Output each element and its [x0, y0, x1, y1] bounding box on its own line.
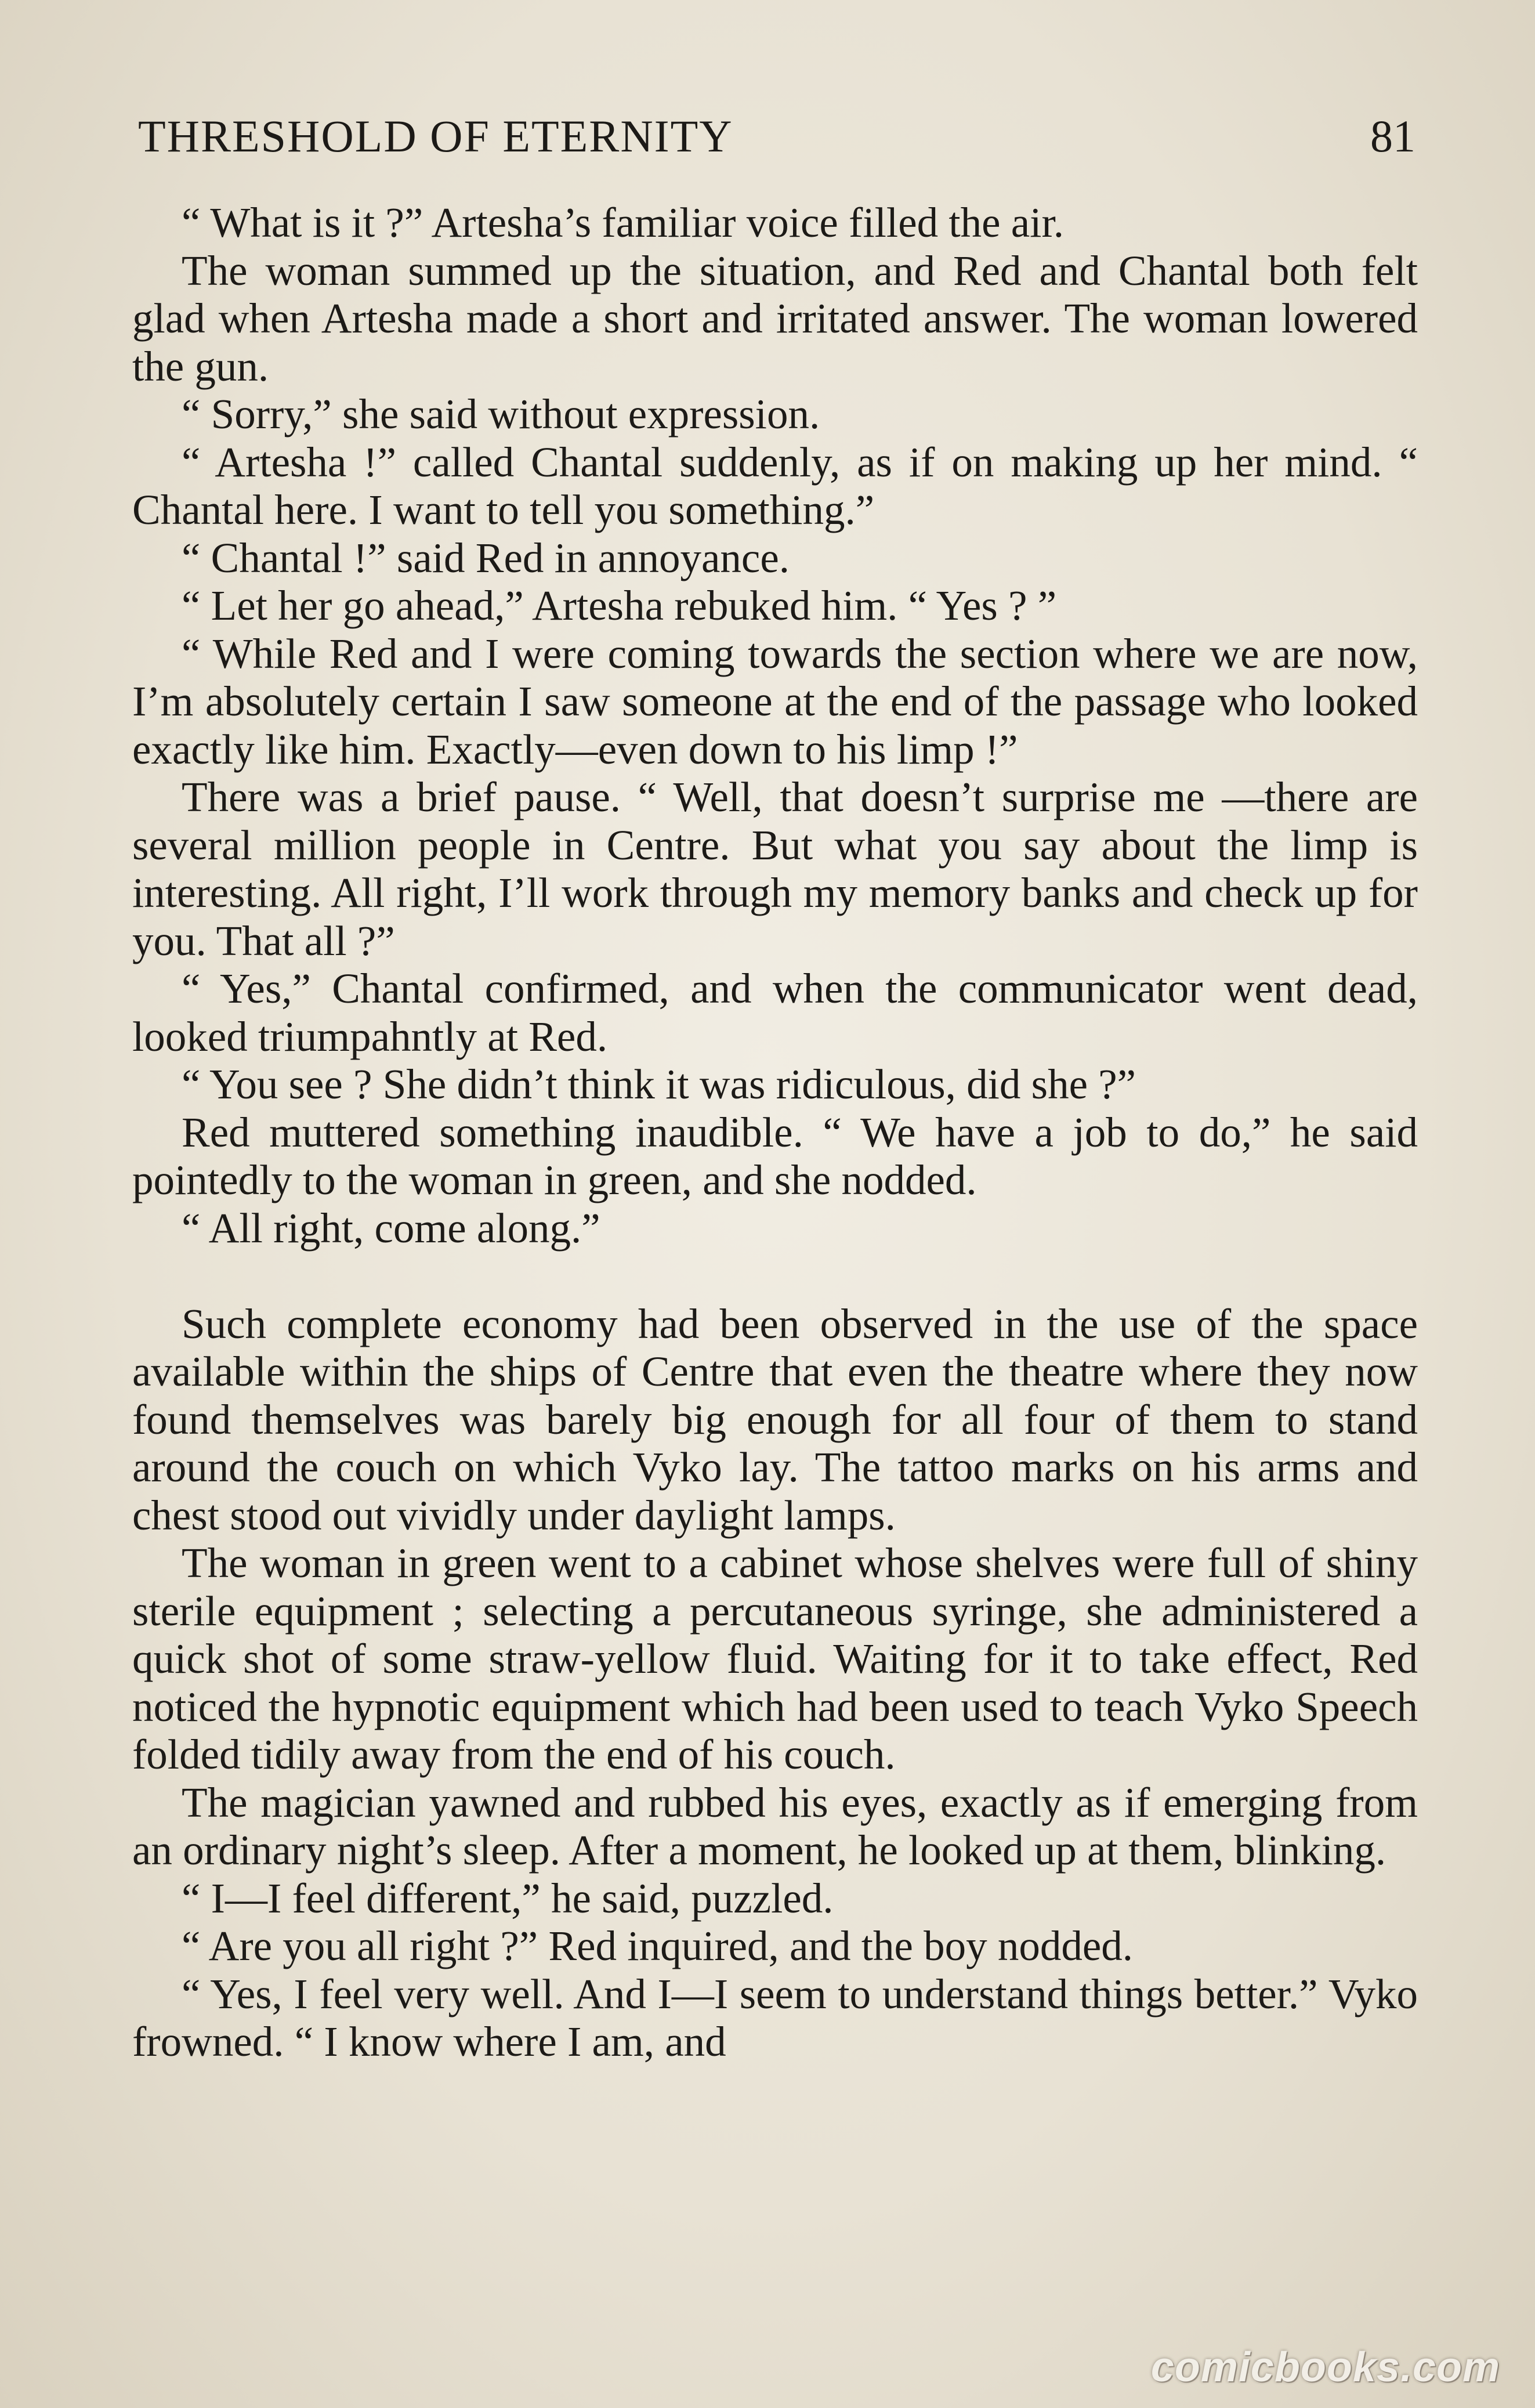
running-title: THRESHOLD OF ETERNITY: [138, 111, 733, 161]
paragraph: “ Sorry,” she said without expression.: [182, 391, 820, 438]
paragraph: “ Let her go ahead,” Artesha rebuked him. “ Yes ? ”: [182, 582, 1057, 629]
paragraph: “ While Red and I were coming towards the section where we are now, I’m absolutely certain I saw someone at the end of the passage who looked exactly like him. Exactly—even down to his limp !”: [132, 630, 1418, 773]
paragraph: “ Yes, I feel very well. And I—I seem to understand things better.” Vyko frowned. “ I know where I am, and: [132, 1970, 1418, 2065]
body-text: [132, 199, 1418, 2066]
paragraph: “ Yes,” Chantal confirmed, and when the communicator went dead, looked triumpahntly at Red.: [132, 965, 1418, 1060]
paragraph: The magician yawned and rubbed his eyes, exactly as if emerging from an ordinary night’s sleep. After a moment, he looked up at them, blinking.: [132, 1778, 1418, 1874]
paragraph: The woman summed up the situation, and Red and Chantal both felt glad when Artesha made a short and irritated answer. The woman lowered the gun.: [132, 247, 1418, 390]
paragraph: “ Are you all right ?” Red inquired, and the boy nodded.: [182, 1922, 1134, 1969]
paragraph: “ Chantal !” said Red in annoyance.: [182, 534, 790, 581]
paragraph: The woman in green went to a cabinet whose shelves were full of shiny sterile equipment ; selecting a percutaneous syringe, she administered a quick shot of some straw-yellow fluid. Waiting for it to take effect, Red noticed the hypnotic equipment which had been used to teach Vyko Speech folded tidily away from the end of his couch.: [132, 1539, 1418, 1778]
page-number: 81: [1370, 111, 1415, 161]
paragraph: Red muttered something inaudible. “ We have a job to do,” he said pointedly to the woman in green, and she nodded.: [132, 1108, 1418, 1203]
paragraph: “ I—I feel different,” he said, puzzled.: [182, 1874, 834, 1922]
running-header: [138, 104, 1415, 168]
paragraph: There was a brief pause. “ Well, that doesn’t surprise me —there are several million people in Centre. But what you say about the limp is interesting. All right, I’ll work through my memory banks and check up for you. That all ?”: [132, 773, 1418, 964]
section-break: [132, 1252, 1418, 1300]
paragraph: “ All right, come along.”: [182, 1204, 600, 1252]
watermark: comicbooks.com: [1150, 2344, 1500, 2391]
paragraph: “ Artesha !” called Chantal suddenly, as if on making up her mind. “ Chantal here. I want to tell you something.”: [132, 438, 1418, 533]
paragraph: “ You see ? She didn’t think it was ridiculous, did she ?”: [182, 1061, 1136, 1108]
paragraph: “ What is it ?” Artesha’s familiar voice filled the air.: [182, 199, 1064, 246]
paragraph: Such complete economy had been observed in the use of the space available within the ships of Centre that even the theatre where they now found themselves was barely big enough for all four of them to stand around the couch on which Vyko lay. The tattoo marks on his arms and chest stood out vividly under daylight lamps.: [132, 1300, 1418, 1539]
